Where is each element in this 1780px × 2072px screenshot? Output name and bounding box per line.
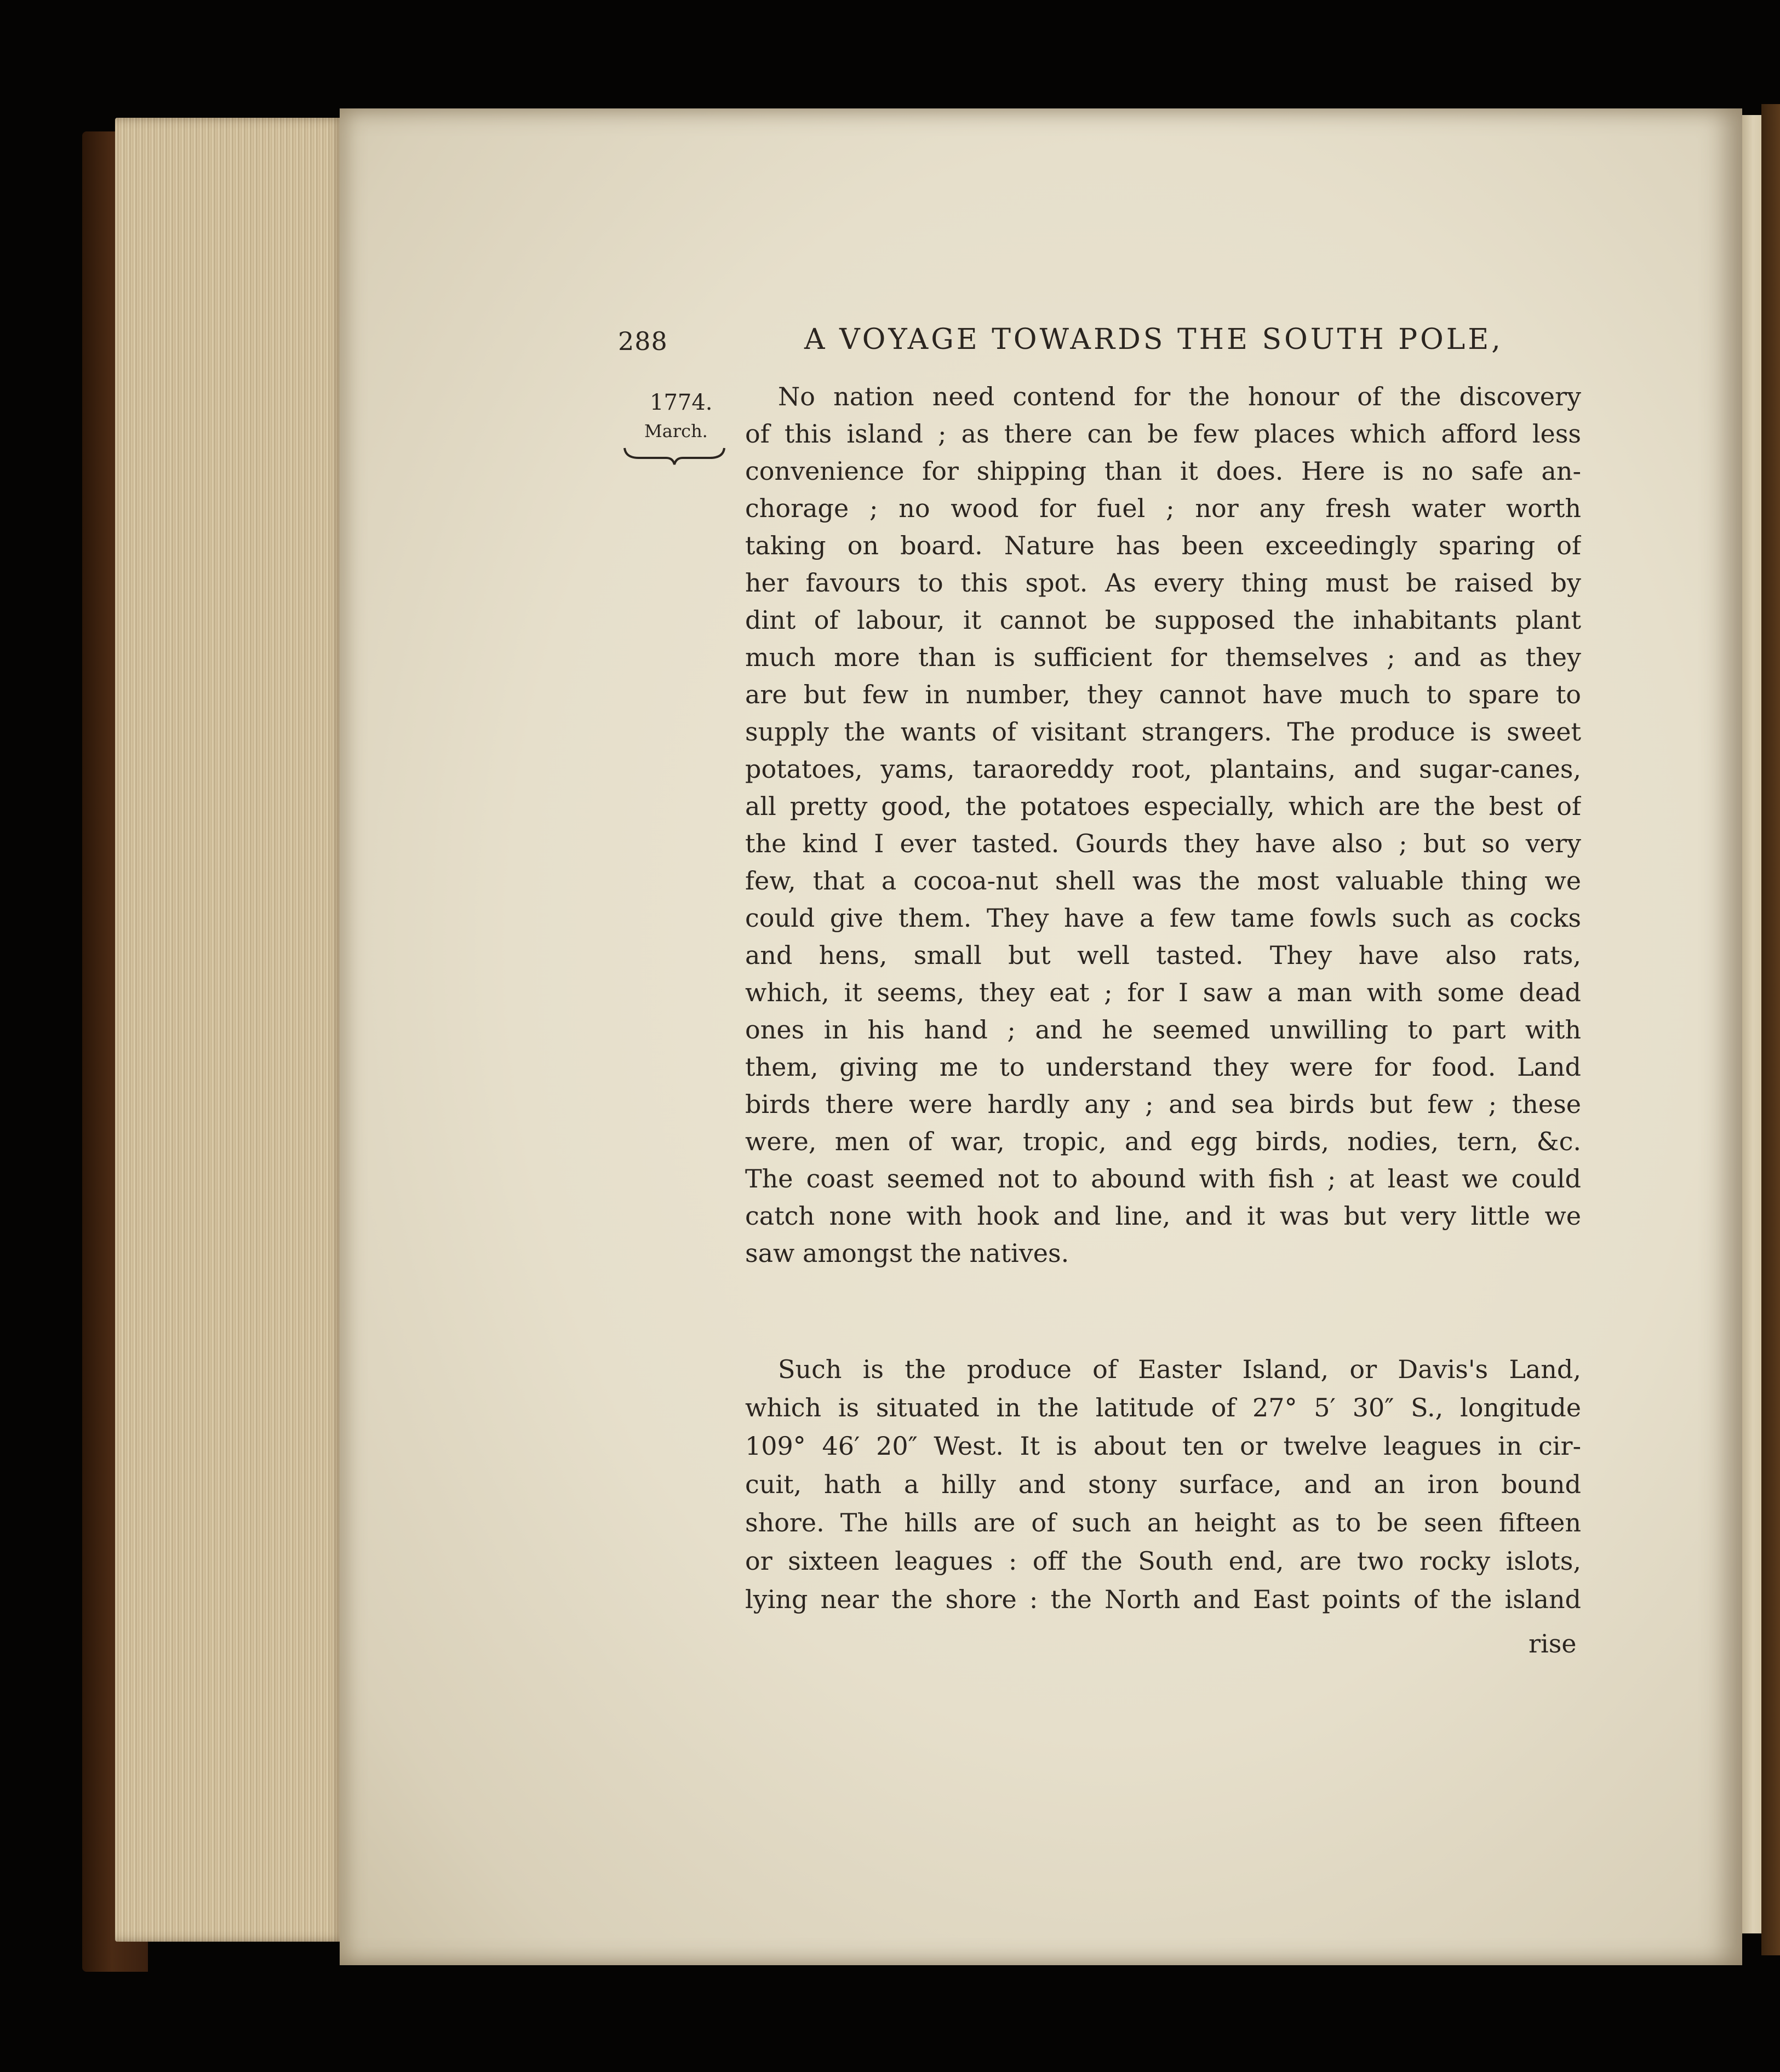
body-text-line: cuit, hath a hilly and stony surface, and an iron bound [745, 1470, 1581, 1499]
body-text-line: No nation need contend for the honour of the discovery [778, 382, 1581, 411]
margin-brace-icon [622, 445, 726, 467]
body-text-line: few, that a cocoa-nut shell was the most valuable thing we [745, 866, 1581, 896]
book-cover-right [1761, 104, 1780, 1955]
body-text-line: and hens, small but well tasted. They have also rats, [745, 940, 1581, 970]
catchword: rise [1529, 1629, 1577, 1658]
body-text-line: are but few in number, they cannot have much to spare to [745, 680, 1581, 709]
body-text-line: lying near the shore : the North and East points of the island [745, 1585, 1581, 1614]
margin-note-year: 1774. [650, 390, 713, 415]
body-text-line: were, men of war, tropic, and egg birds, nodies, tern, &c. [745, 1127, 1581, 1156]
body-text-line: 109° 46′ 20″ West. It is about ten or twelve leagues in cir- [745, 1431, 1581, 1461]
body-text-line: the kind I ever tasted. Gourds they have also ; but so very [745, 829, 1581, 858]
body-text-line: ones in his hand ; and he seemed unwilling to part with [745, 1015, 1581, 1044]
body-text-line: The coast seemed not to abound with fish ; at least we could [745, 1164, 1581, 1193]
body-text-line: much more than is sufficient for themselves ; and as they [745, 642, 1581, 672]
running-head: A VOYAGE TOWARDS THE SOUTH POLE, [804, 323, 1503, 356]
body-text-line: Such is the produce of Easter Island, or Davis's Land, [778, 1354, 1581, 1384]
body-text-line: convenience for shipping than it does. Here is no safe an- [745, 456, 1581, 486]
body-text-line: or sixteen leagues : off the South end, are two rocky islots, [745, 1546, 1581, 1576]
margin-note-month: March. [644, 421, 708, 441]
body-text-line: dint of labour, it cannot be supposed the inhabitants plant [745, 605, 1581, 635]
body-text-line: saw amongst the natives. [745, 1238, 1069, 1268]
body-text-line: of this island ; as there can be few places which afford less [745, 419, 1581, 449]
body-text-line: birds there were hardly any ; and sea birds but few ; these [745, 1089, 1581, 1119]
body-text-line: which is situated in the latitude of 27° 5′ 30″ S., longitude [745, 1393, 1581, 1422]
page-number: 288 [618, 326, 668, 356]
body-text-line: chorage ; no wood for fuel ; nor any fresh water worth [745, 493, 1581, 523]
page-fore-edge [115, 118, 345, 1942]
body-text-line: which, it seems, they eat ; for I saw a man with some dead [745, 978, 1581, 1007]
body-text-line: shore. The hills are of such an height as to be seen fifteen [745, 1508, 1581, 1537]
body-text-line: her favours to this spot. As every thing must be raised by [745, 568, 1581, 598]
body-text-line: them, giving me to understand they were for food. Land [745, 1052, 1581, 1082]
body-text-line: potatoes, yams, taraoreddy root, plantains, and sugar-canes, [745, 754, 1581, 784]
body-text-line: could give them. They have a few tame fowls such as cocks [745, 903, 1581, 933]
body-text-line: catch none with hook and line, and it was but very little we [745, 1201, 1581, 1231]
body-text-line: supply the wants of visitant strangers. The produce is sweet [745, 717, 1581, 747]
body-text-line: taking on board. Nature has been exceedingly sparing of [745, 531, 1581, 560]
body-text-line: all pretty good, the potatoes especially, which are the best of [745, 791, 1581, 821]
